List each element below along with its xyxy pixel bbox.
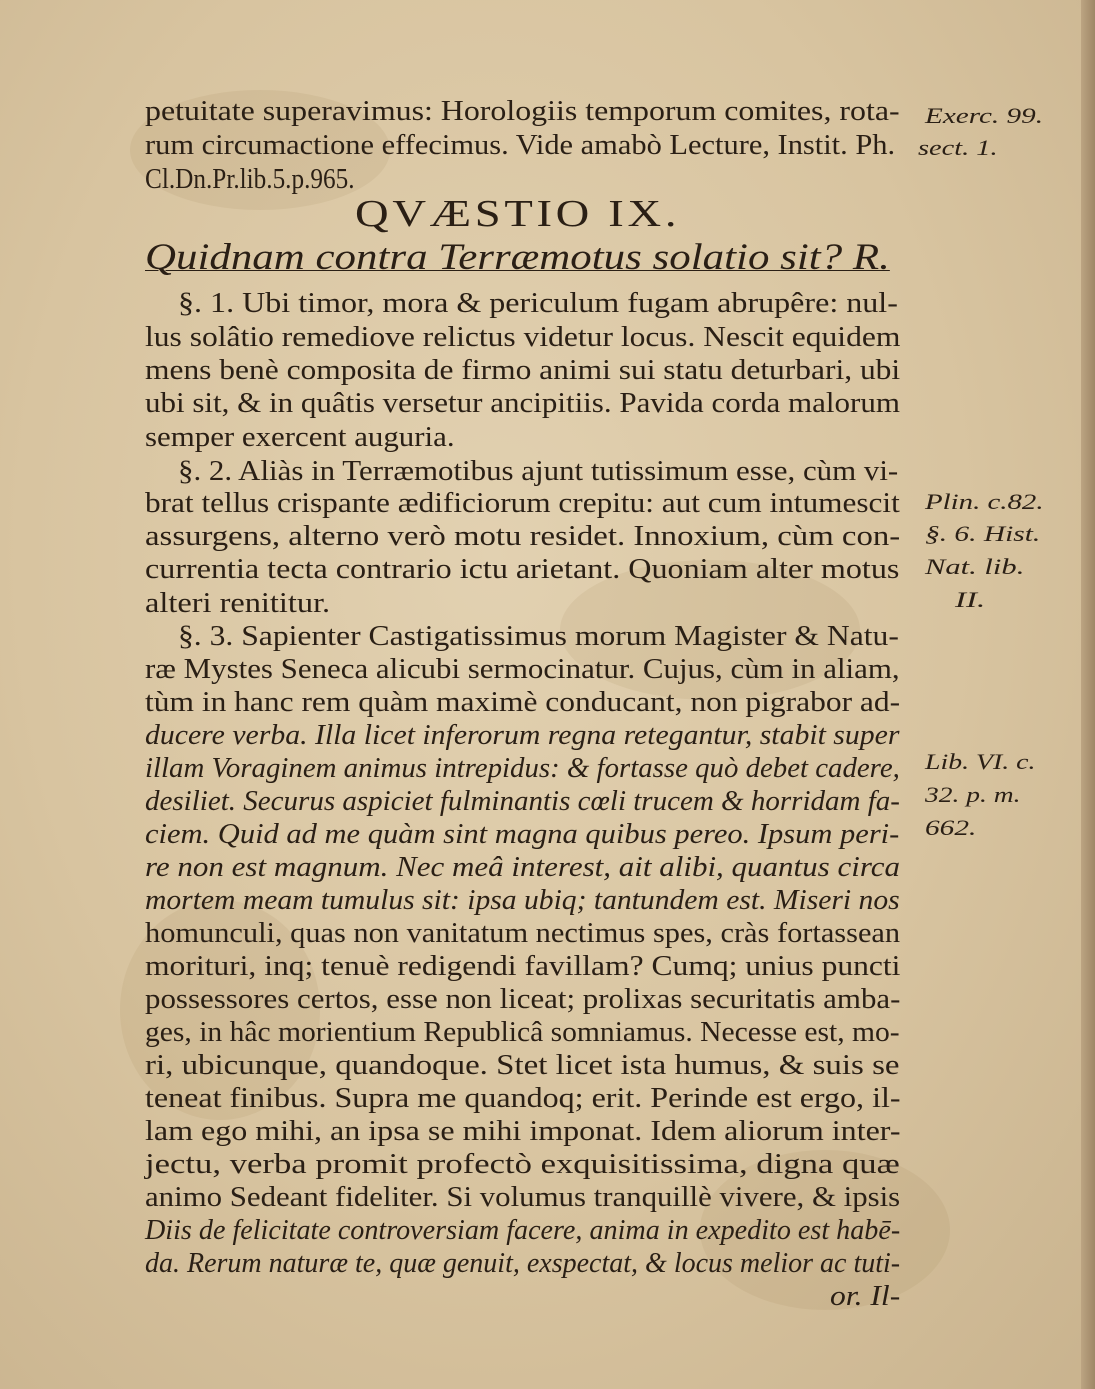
margin-note-7: Lib. VI. c. bbox=[925, 749, 1036, 774]
text-line-18: tùm in hanc rem quàm maximè conducant, non pigrabor ad- bbox=[145, 687, 901, 718]
text-line-28: ges, in hâc morientium Republicâ somniamus. Necesse est, mo- bbox=[145, 1017, 900, 1048]
text-line-24: mortem meam tumulus sit: ipsa ubiq; tantundem est. Miseri nos bbox=[145, 885, 900, 916]
text-line-12: brat tellus crispante ædificiorum crepitu: aut cum intumescit bbox=[145, 488, 900, 519]
text-line-16: §. 3. Sapienter Castigatissimus morum Magister & Natu- bbox=[178, 621, 899, 652]
margin-note-5: Nat. lib. bbox=[925, 554, 1025, 579]
margin-note-6: II. bbox=[955, 587, 986, 612]
text-line-6: §. 1. Ubi timor, mora & periculum fugam abrupêre: nul- bbox=[178, 288, 898, 319]
text-line-27: possessores certos, esse non liceat; prolixas securitatis amba- bbox=[145, 984, 901, 1015]
text-line-22: ciem. Quid ad me quàm sint magna quibus pereo. Ipsum peri- bbox=[145, 819, 900, 850]
margin-note-8: 32. p. m. bbox=[925, 782, 1021, 807]
text-line-34: Diis de felicitate controversiam facere, anima in expedito est habē- bbox=[145, 1215, 901, 1246]
catchword: or. Il- bbox=[830, 1281, 901, 1312]
text-line-26: morituri, inq; tenuè redigendi favillam? Cumq; unius puncti bbox=[145, 951, 901, 982]
text-line-31: lam ego mihi, an ipsa se mihi imponat. Idem aliorum inter- bbox=[145, 1116, 901, 1147]
text-line-17: ræ Mystes Seneca alicubi sermocinatur. Cujus, cùm in aliam, bbox=[145, 654, 900, 685]
text-line-15: alteri renititur. bbox=[145, 588, 331, 619]
margin-note-2: sect. 1. bbox=[918, 135, 998, 160]
text-line-9: ubi sit, & in quâtis versetur ancipitiis. Pavida corda malorum bbox=[145, 388, 900, 419]
text-line-29: ri, ubicunque, quandoque. Stet licet ista humus, & suis se bbox=[145, 1050, 900, 1081]
text-line-35: da. Rerum naturæ te, quæ genuit, exspectat, & locus melior ac tuti- bbox=[145, 1248, 901, 1279]
text-line-20: illam Voraginem animus intrepidus: & fortasse quò debet cadere, bbox=[145, 753, 900, 784]
section-question: Quidnam contra Terræmotus solatio sit? R. bbox=[145, 237, 890, 278]
text-line-14: currentia tecta contrario ictu arietant. Quoniam alter motus bbox=[145, 554, 900, 585]
text-line-3: Cl.Dn.Pr.lib.5.p.965. bbox=[145, 164, 355, 195]
text-line-19: ducere verba. Illa licet inferorum regna retegantur, stabit super bbox=[145, 720, 900, 751]
text-line-13: assurgens, alterno verò motu residet. Innoxium, cùm con- bbox=[145, 521, 901, 552]
text-line-25: homunculi, quas non vanitatum nectimus spes, cràs fortassean bbox=[145, 918, 901, 949]
margin-note-4: §. 6. Hist. bbox=[925, 521, 1041, 546]
text-line-23: re non est magnum. Nec meâ interest, ait alibi, quantus circa bbox=[145, 852, 901, 883]
text-line-11: §. 2. Aliàs in Terræmotibus ajunt tutissimum esse, cùm vi- bbox=[178, 456, 899, 487]
text-line-33: animo Sedeant fideliter. Si volumus tranquillè vivere, & ipsis bbox=[145, 1182, 901, 1213]
margin-note-3: Plin. c.82. bbox=[925, 489, 1044, 514]
text-line-32: jectu, verba promit profectò exquisitissima, digna quæ bbox=[145, 1149, 900, 1180]
text-line-2: rum circumactione effecimus. Vide amabò Lecture, Instit. Ph. bbox=[145, 130, 896, 161]
text-line-1: petuitate superavimus: Horologiis temporum comites, rota- bbox=[145, 96, 900, 127]
text-line-10: semper exercent auguria. bbox=[145, 422, 455, 453]
text-line-30: teneat finibus. Supra me quandoq; erit. Perinde est ergo, il- bbox=[145, 1083, 901, 1114]
margin-note-9: 662. bbox=[925, 815, 977, 840]
text-line-8: mens benè composita de firmo animi sui statu deturbari, ubi bbox=[145, 355, 901, 386]
margin-note-1: Exerc. 99. bbox=[925, 103, 1043, 128]
text-line-21: desiliet. Securus aspiciet fulminantis cœli trucem & horridam fa- bbox=[145, 786, 900, 817]
text-line-7: lus solâtio remediove relictus videtur locus. Nescit equidem bbox=[145, 322, 901, 353]
section-heading: QVÆSTIO IX. bbox=[355, 193, 681, 235]
